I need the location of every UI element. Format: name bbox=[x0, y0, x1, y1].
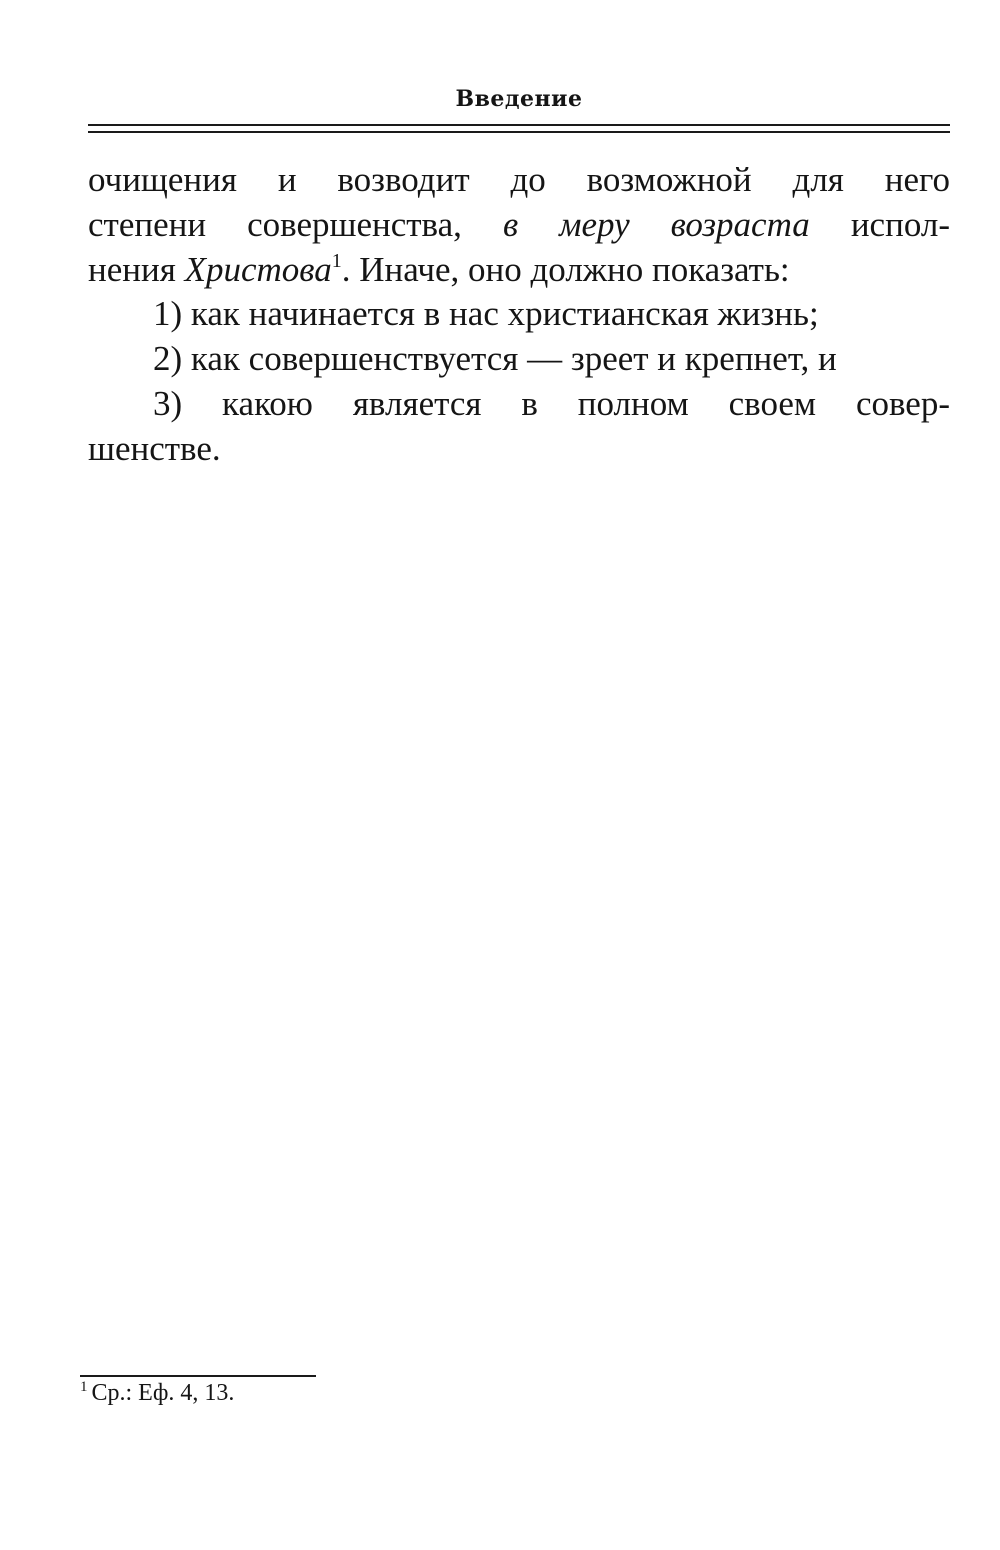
running-head: Введение bbox=[455, 86, 583, 112]
text-run: нения bbox=[88, 249, 185, 289]
text-run: степени совершенства, bbox=[88, 204, 503, 244]
text-line: шенстве. bbox=[88, 428, 221, 468]
footnote-text: Ср.: Еф. 4, 13. bbox=[91, 1380, 235, 1406]
text-line: очищения и возводит до возможной для него bbox=[88, 160, 950, 199]
text-run: . Иначе, оно должно показать: bbox=[341, 249, 790, 289]
body-text bbox=[88, 158, 950, 472]
list-item: 3) какою является в полном своем совер- bbox=[153, 383, 950, 423]
list-item: 1) как начинается в нас христианская жизнь; bbox=[153, 294, 819, 334]
footnote-rule bbox=[80, 1375, 316, 1377]
emphasis-text: Христова bbox=[184, 249, 332, 289]
footnote bbox=[80, 1380, 234, 1407]
footnote-mark: 1 bbox=[80, 1379, 88, 1395]
header-rule-top bbox=[88, 124, 950, 126]
text-line bbox=[88, 248, 950, 293]
header-rule-bottom bbox=[88, 131, 950, 133]
emphasis-text: в меру возраста bbox=[502, 204, 810, 244]
footnote-reference: 1 bbox=[331, 249, 342, 272]
text-line bbox=[88, 203, 950, 248]
list-item: 2) как совершенствуется — зреет и крепнет, и bbox=[153, 339, 837, 379]
text-run: испол- bbox=[809, 204, 950, 244]
